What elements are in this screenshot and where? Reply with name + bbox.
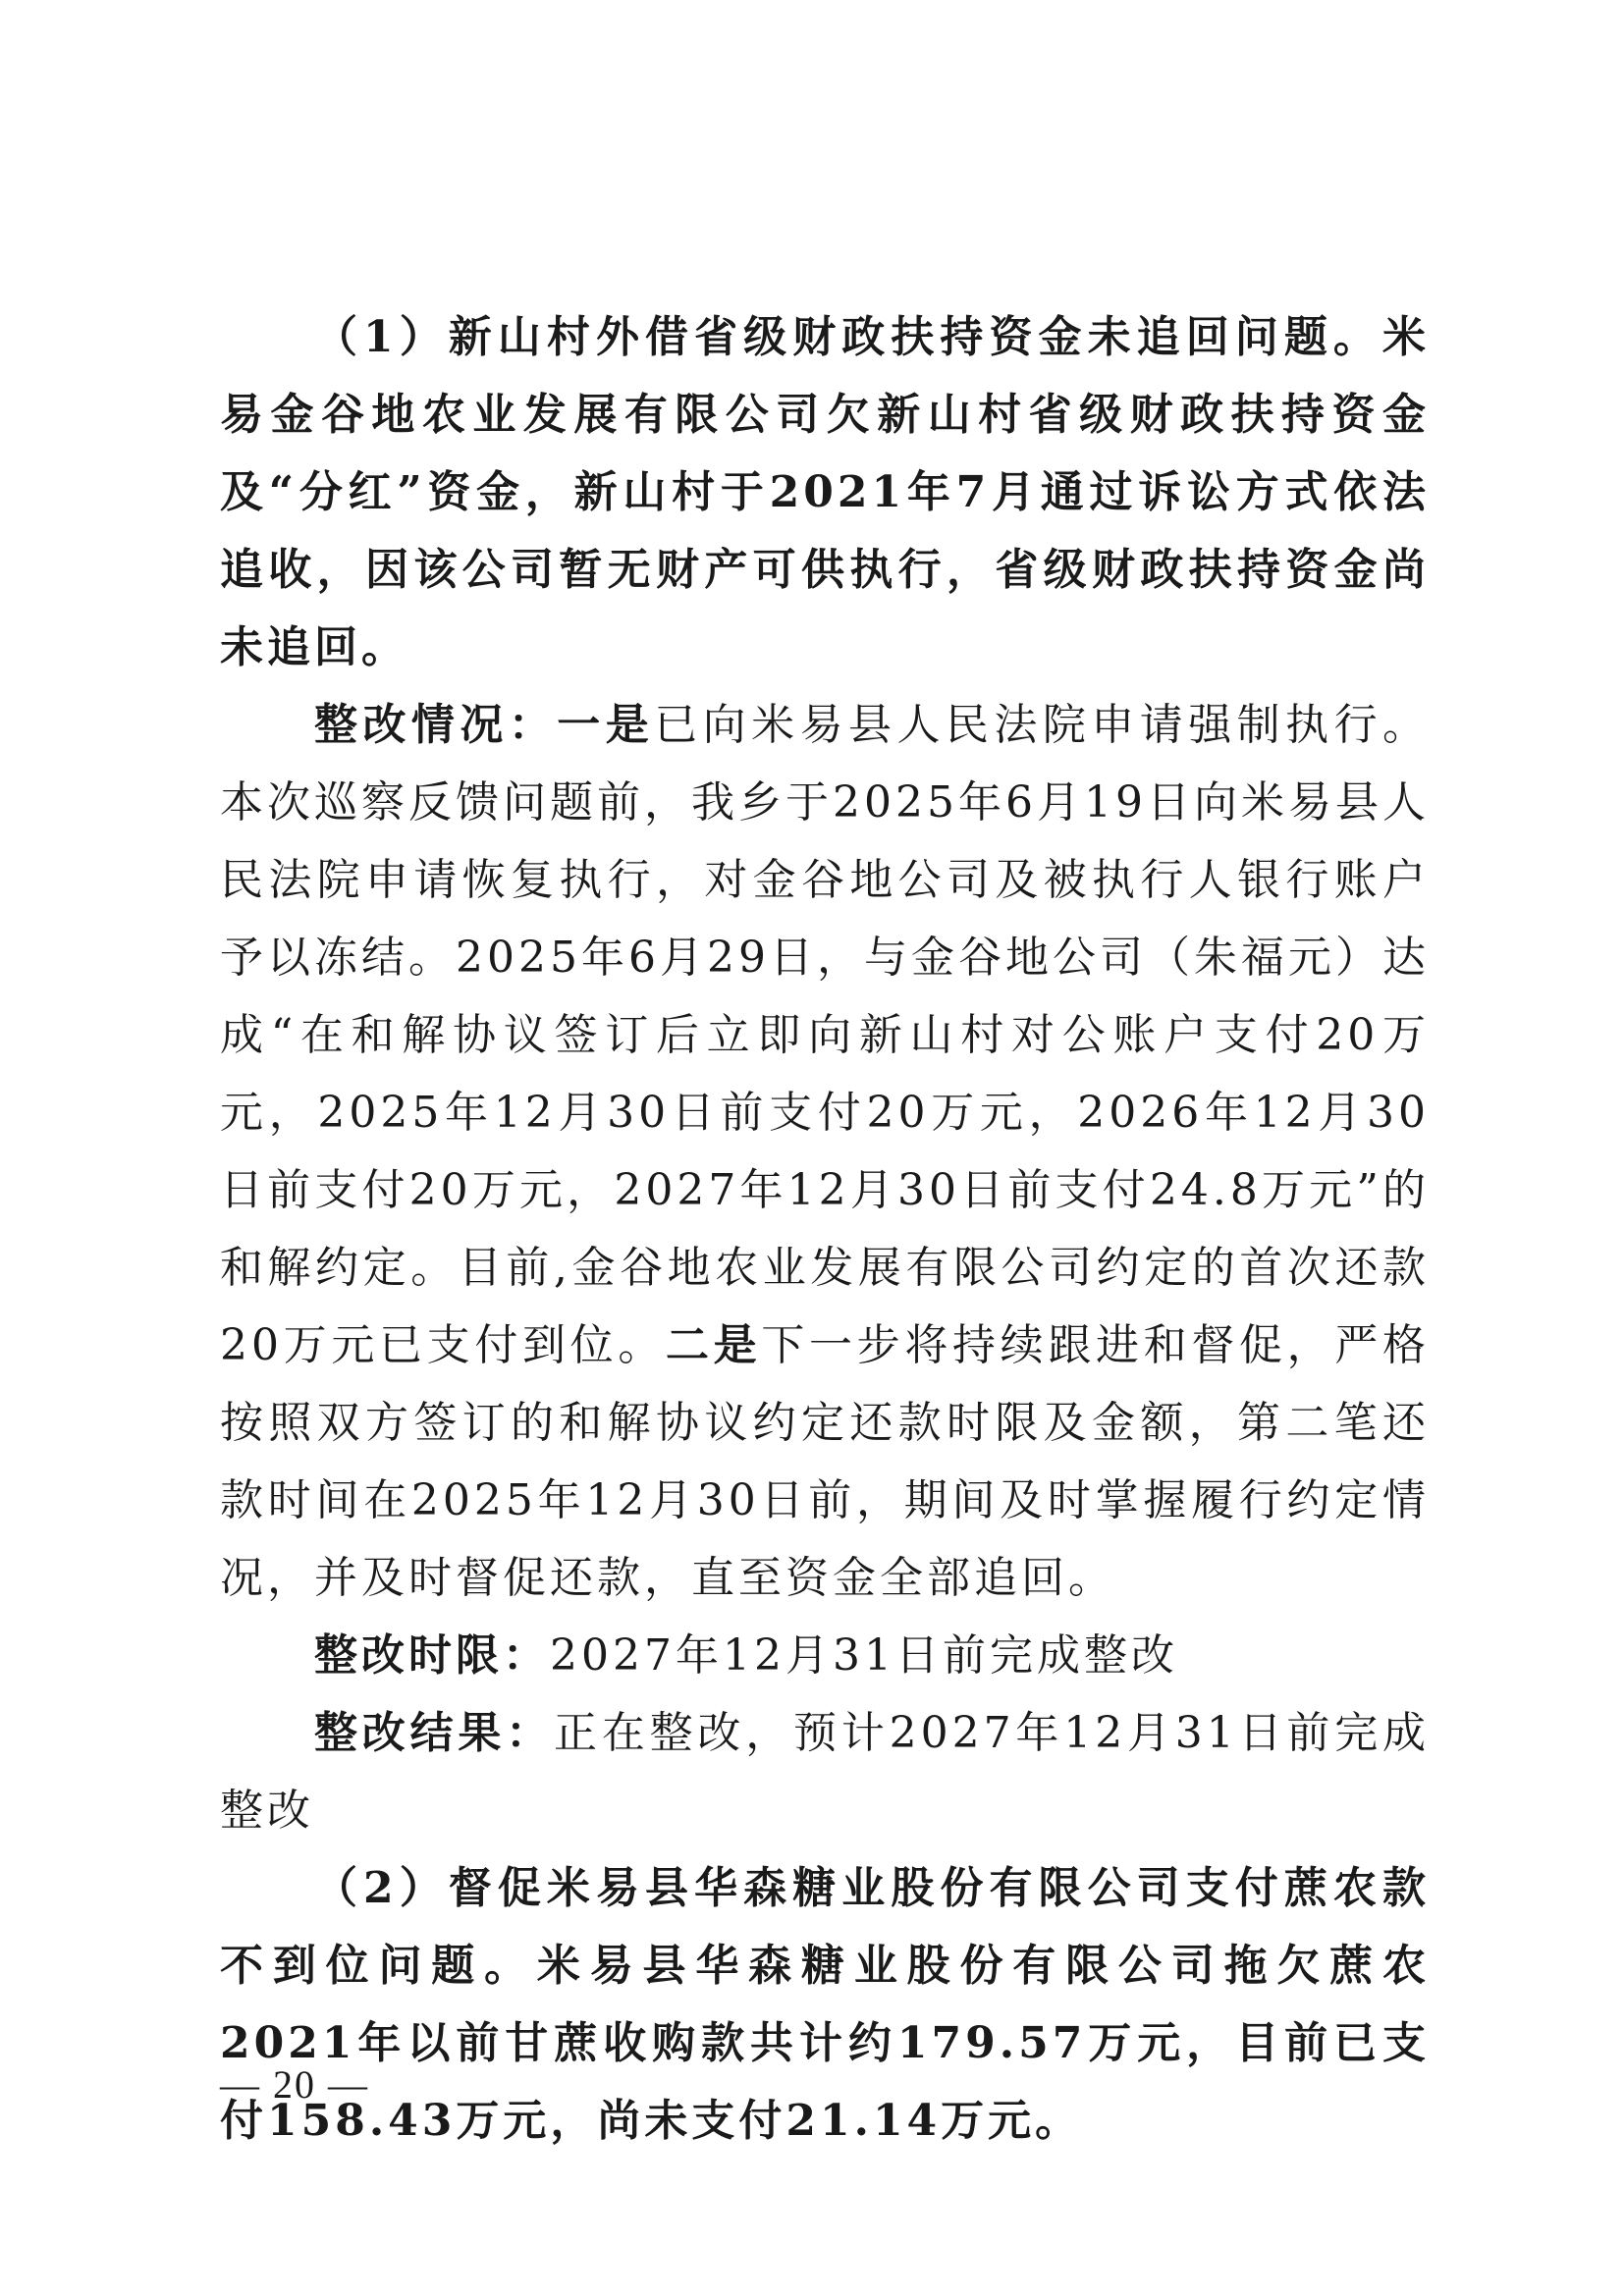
deadline-text: 2027年12月31日前完成整改 bbox=[550, 1630, 1178, 1681]
section1-result bbox=[220, 1694, 1430, 1849]
section1-heading: （1）新山村外借省级财政扶持资金未追回问题。米易金谷地农业发展有限公司欠新山村省级财政扶持资金及“分红”资金，新山村于2021年7月通过诉讼方式依法追收，因该公司暂无财产可供执行，省级财政扶持资金尚未追回。 bbox=[220, 312, 1430, 672]
document-body bbox=[220, 298, 1430, 2160]
second-point-label: 二是 bbox=[666, 1320, 762, 1370]
section1-rectification bbox=[220, 686, 1430, 1617]
result-label: 整改结果： bbox=[314, 1708, 555, 1758]
deadline-label: 整改时限： bbox=[314, 1630, 550, 1681]
page-number: — 20 — bbox=[220, 2062, 369, 2107]
first-point-label: 一是 bbox=[557, 700, 655, 750]
section1-deadline bbox=[220, 1617, 1430, 1694]
rectification-label: 整改情况： bbox=[314, 700, 558, 750]
second-point-text: 下一步将持续跟进和督促，严格按照双方签订的和解协议约定还款时限及金额，第二笔还款时间在2025年12月30日前，期间及时掌握履行约定情况，并及时督促还款，直至资金全部追回。 bbox=[220, 1320, 1431, 1603]
section2-heading: （2）督促米易县华森糖业股份有限公司支付蔗农款不到位问题。米易县华森糖业股份有限公司拖欠蔗农2021年以前甘蔗收购款共计约179.57万元，目前已支付158.43万元，尚未支付21.14万元。 bbox=[220, 1863, 1430, 2146]
first-point-text: 已向米易县人民法院申请强制执行。本次巡察反馈问题前，我乡于2025年6月19日向米易县人民法院申请恢复执行，对金谷地公司及被执行人银行账户予以冻结。2025年6月29日，与金谷地公司（朱福元）达成“在和解协议签订后立即向新山村对公账户支付20万元，2025年12月30日前支付20万元，2026年12月30日前支付20万元，2027年12月30日前支付24.8万元”的和解约定。目前,金谷地农业发展有限公司约定的首次还款20万元已支付到位。 bbox=[220, 700, 1431, 1370]
result-text: 正在整改，预计2027年12月31日前完成整改 bbox=[220, 1708, 1431, 1836]
